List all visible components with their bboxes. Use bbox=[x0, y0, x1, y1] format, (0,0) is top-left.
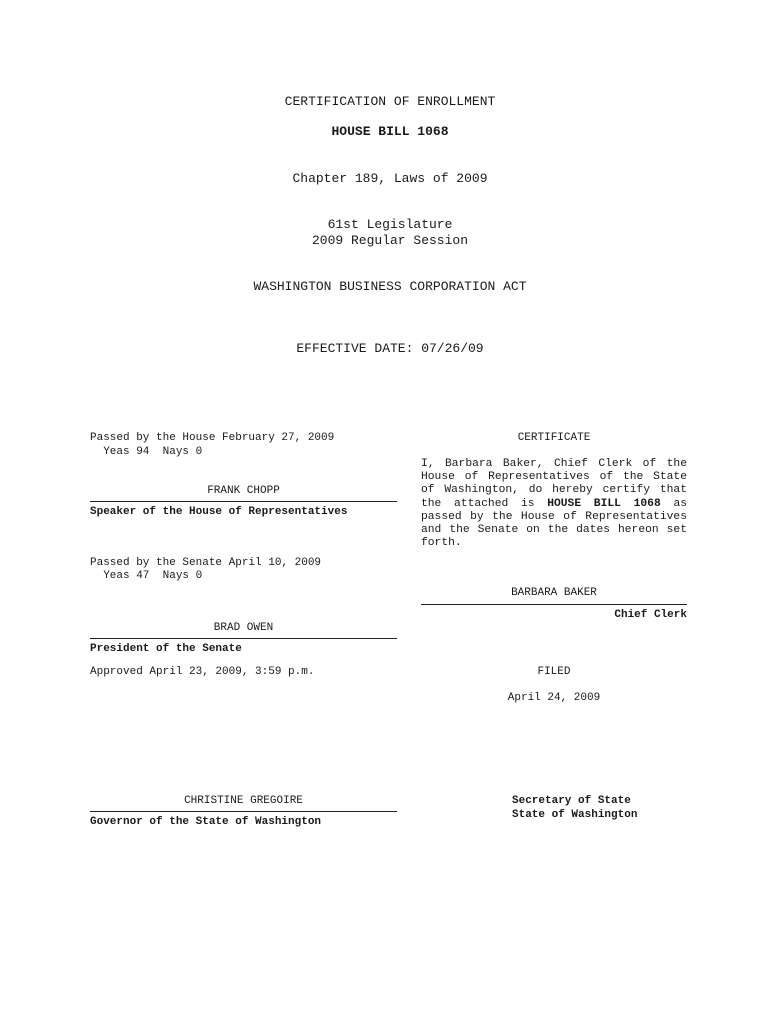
certificate-heading: CERTIFICATE bbox=[517, 432, 591, 444]
filed-office-line2: State of Washington bbox=[512, 809, 638, 821]
session-line: 2009 Regular Session bbox=[311, 233, 469, 248]
filed-office-line1: Secretary of State bbox=[512, 795, 631, 807]
act-title: WASHINGTON BUSINESS CORPORATION ACT bbox=[253, 279, 527, 294]
filed-label: FILED bbox=[537, 666, 571, 678]
effective-date: EFFECTIVE DATE: 07/26/09 bbox=[296, 341, 484, 356]
chapter-line: Chapter 189, Laws of 2009 bbox=[292, 171, 488, 186]
governor-signer-title: Governor of the State of Washington bbox=[90, 816, 322, 828]
certification-heading: CERTIFICATION OF ENROLLMENT bbox=[284, 94, 496, 109]
senate-signature-line bbox=[90, 638, 397, 639]
certificate-paragraph bbox=[421, 458, 687, 550]
senate-passed-line: Passed by the Senate April 10, 2009 bbox=[90, 557, 322, 569]
clerk-signature-line bbox=[421, 604, 687, 605]
senate-signer-name: BRAD OWEN bbox=[213, 622, 274, 634]
senate-votes-line: Yeas 47 Nays 0 bbox=[90, 570, 203, 582]
filed-date: April 24, 2009 bbox=[507, 692, 601, 704]
governor-signer-name: CHRISTINE GREGOIRE bbox=[184, 795, 303, 807]
approved-line: Approved April 23, 2009, 3:59 p.m. bbox=[90, 666, 315, 678]
house-passed-line: Passed by the House February 27, 2009 bbox=[90, 432, 335, 444]
house-signer-name: FRANK CHOPP bbox=[207, 485, 280, 497]
house-signature-line bbox=[90, 501, 397, 502]
bill-number: HOUSE BILL 1068 bbox=[331, 124, 449, 139]
house-signer-title: Speaker of the House of Representatives bbox=[90, 506, 348, 518]
clerk-signer-name: BARBARA BAKER bbox=[511, 587, 597, 599]
house-votes-line: Yeas 94 Nays 0 bbox=[90, 446, 203, 458]
governor-signature-line bbox=[90, 811, 397, 812]
clerk-signer-title: Chief Clerk bbox=[614, 609, 687, 621]
certificate-bill-ref: HOUSE BILL 1068 bbox=[547, 497, 661, 510]
certificate-text-before: I, Barbara Baker, Chief Clerk of the House of Representatives of the State of Washington, do hereby certify that the attached is bbox=[421, 458, 687, 510]
legislature-line: 61st Legislature bbox=[327, 217, 453, 232]
certificate-text-after: as passed by the House of Representatives and the Senate on the dates hereon set forth. bbox=[421, 497, 688, 550]
senate-signer-title: President of the Senate bbox=[90, 643, 242, 655]
